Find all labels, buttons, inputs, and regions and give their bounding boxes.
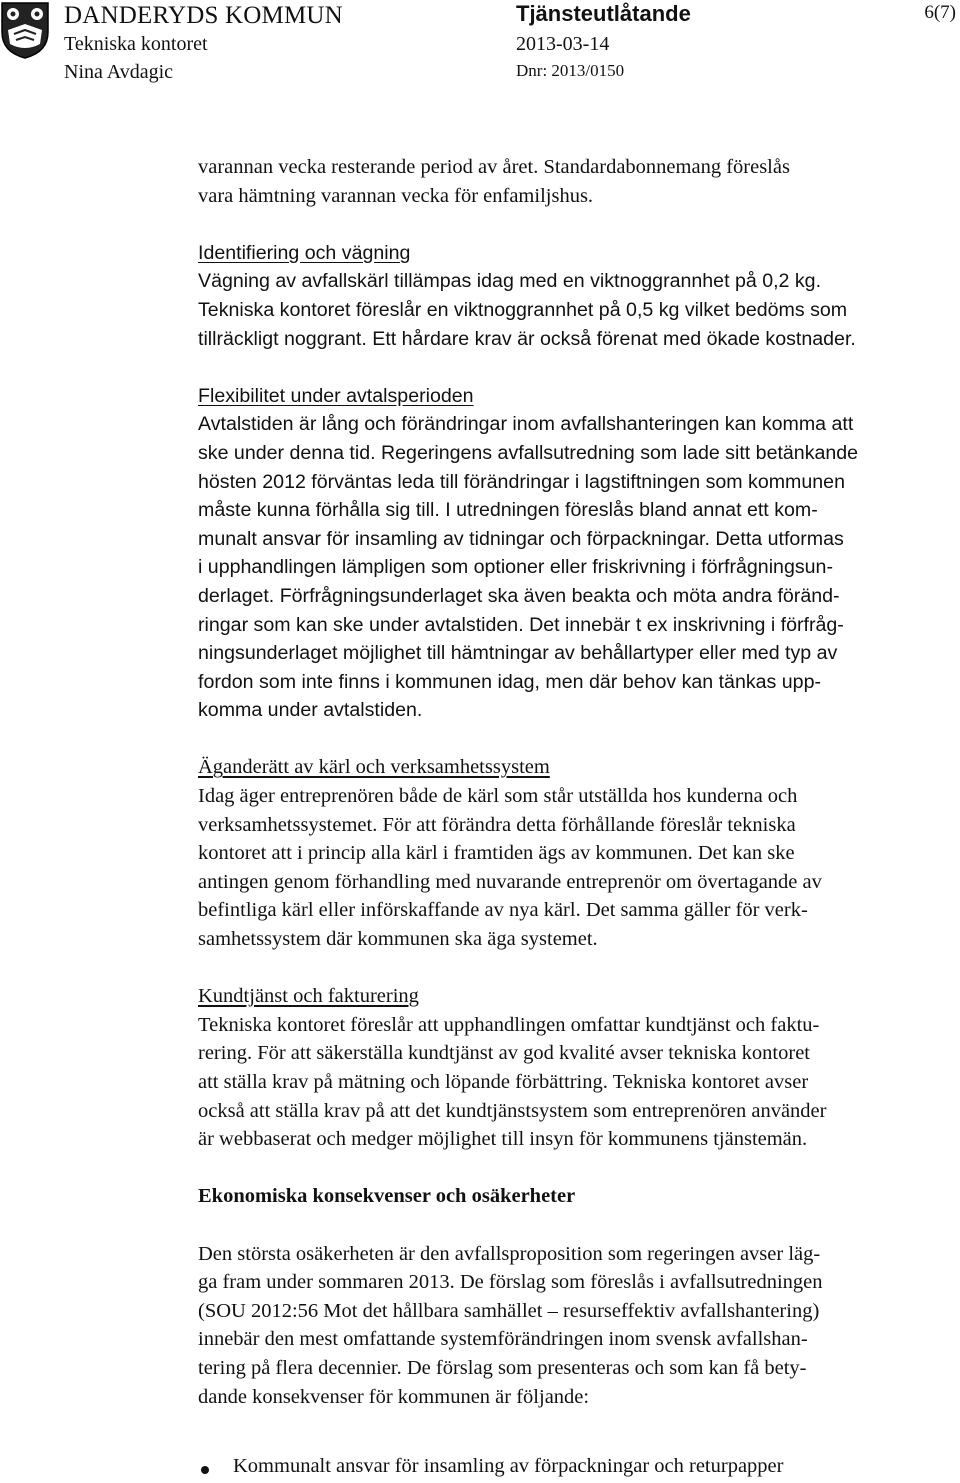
list-item xyxy=(233,1455,783,1478)
section-heading: Äganderätt av kärl och verksamhetssystem xyxy=(198,756,550,779)
text-line: ringar som kan ske under avtalstiden. Det innebär t ex inskrivning i förfråg- xyxy=(198,613,844,636)
document-header xyxy=(0,0,960,100)
section-heading: Kundtjänst och fakturering xyxy=(198,985,419,1008)
document-type: Tjänsteutlåtande xyxy=(516,1,691,26)
text-line: verksamhetssystemet. För att förändra detta förhållande föreslår tekniska xyxy=(198,813,796,836)
text-line: (SOU 2012:56 Mot det hållbara samhället – resurseffektiv avfallshantering) xyxy=(198,1299,820,1322)
text-line: i upphandlingen lämpligen som optioner eller friskrivning i förfrågningsun- xyxy=(198,556,833,579)
text-line: komma under avtalstiden. xyxy=(198,699,423,722)
author-name: Nina Avdagic xyxy=(64,61,174,83)
paragraph-intro xyxy=(198,153,954,210)
text-line: Avtalstiden är lång och förändringar inom avfallshanteringen kan komma att xyxy=(198,413,854,436)
text-line: vara hämtning varannan vecka för enfamiljshus. xyxy=(198,184,594,207)
section-economic xyxy=(198,1182,954,1411)
text-line: tering på flera decennier. De förslag som presenteras och som kan få bety- xyxy=(198,1356,807,1379)
department-name: Tekniska kontoret xyxy=(64,33,208,55)
section-heading-bold: Ekonomiska konsekvenser och osäkerheter xyxy=(198,1185,576,1208)
text-line: innebär den mest omfattande systemförändringen inom svensk avfallshan- xyxy=(198,1328,808,1351)
text-line: Tekniska kontoret föreslår en viktnoggrannhet på 0,5 kg vilket bedöms som xyxy=(198,298,848,321)
text-line: Vägning av avfallskärl tillämpas idag med en viktnoggrannhet på 0,2 kg. xyxy=(198,270,822,293)
text-line: kontoret att i princip alla kärl i framtiden ägs av kommunen. Det kan ske xyxy=(198,842,795,865)
text-line: dande konsekvenser för kommunen är följande: xyxy=(198,1385,590,1408)
text-line: Tekniska kontoret föreslår att upphandlingen omfattar kundtjänst och faktu- xyxy=(198,1013,820,1036)
text-line: också att ställa krav på att det kundtjänstsystem som entreprenören använder xyxy=(198,1099,827,1122)
text-line: tillräckligt noggrant. Ett hårdare krav är också förenat med ökade kostnader. xyxy=(198,327,856,350)
text-line: hösten 2012 förväntas leda till förändringar i lagstiftningen som kommunen xyxy=(198,470,845,493)
list-item-text: Kommunalt ansvar för insamling av förpackningar och returpapper xyxy=(233,1455,784,1477)
text-line: är webbaserat och medger möjlighet till insyn för kommunens tjänstemän. xyxy=(198,1128,808,1151)
text-line: antingen genom förhandling med nuvarande entreprenör om övertagande av xyxy=(198,870,822,893)
registration-number: Dnr: 2013/0150 xyxy=(516,61,625,80)
document-date: 2013-03-14 xyxy=(516,33,610,55)
text-line: munalt ansvar för insamling av tidningar och förpackningar. Detta utformas xyxy=(198,527,844,550)
bullet-icon xyxy=(201,1466,209,1474)
text-line: ske under denna tid. Regeringens avfallsutredning som lade sitt betänkande xyxy=(198,441,859,464)
document-body xyxy=(198,153,954,1411)
text-line: samhetssystem där kommunen ska äga systemet. xyxy=(198,928,598,951)
text-line: ga fram under sommaren 2013. De förslag som föreslås i avfallsutredningen xyxy=(198,1271,823,1294)
text-line: ningsunderlaget möjlighet till hämtningar av behållartyper eller med typ av xyxy=(198,642,838,665)
section-identification xyxy=(198,239,954,353)
text-line: rering. För att säkerställa kundtjänst av god kvalité avser tekniska kontoret xyxy=(198,1042,810,1065)
section-customer-service xyxy=(198,982,954,1154)
text-line: måste kunna förhålla sig till. I utredningen föreslås bland annat ett kom- xyxy=(198,499,818,522)
section-ownership xyxy=(198,753,954,953)
section-flexibility xyxy=(198,382,954,725)
text-line: befintliga kärl eller införskaffande av nya kärl. Det samma gäller för verk- xyxy=(198,899,808,922)
text-line: Idag äger entreprenören både de kärl som står utställda hos kunderna och xyxy=(198,785,798,808)
municipal-coat-of-arms-icon xyxy=(0,0,50,60)
text-line: derlaget. Förfrågningsunderlaget ska även beakta och möta andra föränd- xyxy=(198,584,840,607)
section-heading: Identifiering och vägning xyxy=(198,241,411,264)
organization-name: DANDERYDS KOMMUN xyxy=(64,2,343,29)
page-number: 6(7) xyxy=(924,2,956,23)
text-line: Den största osäkerheten är den avfallsproposition som regeringen avser läg- xyxy=(198,1242,821,1265)
text-line: fordon som inte finns i kommunen idag, men där behov kan tänkas upp- xyxy=(198,670,822,693)
text-line: varannan vecka resterande period av året. Standardabonnemang föreslås xyxy=(198,156,790,178)
text-line: att ställa krav på mätning och löpande förbättring. Tekniska kontoret avser xyxy=(198,1071,809,1093)
section-heading: Flexibilitet under avtalsperioden xyxy=(198,384,474,407)
